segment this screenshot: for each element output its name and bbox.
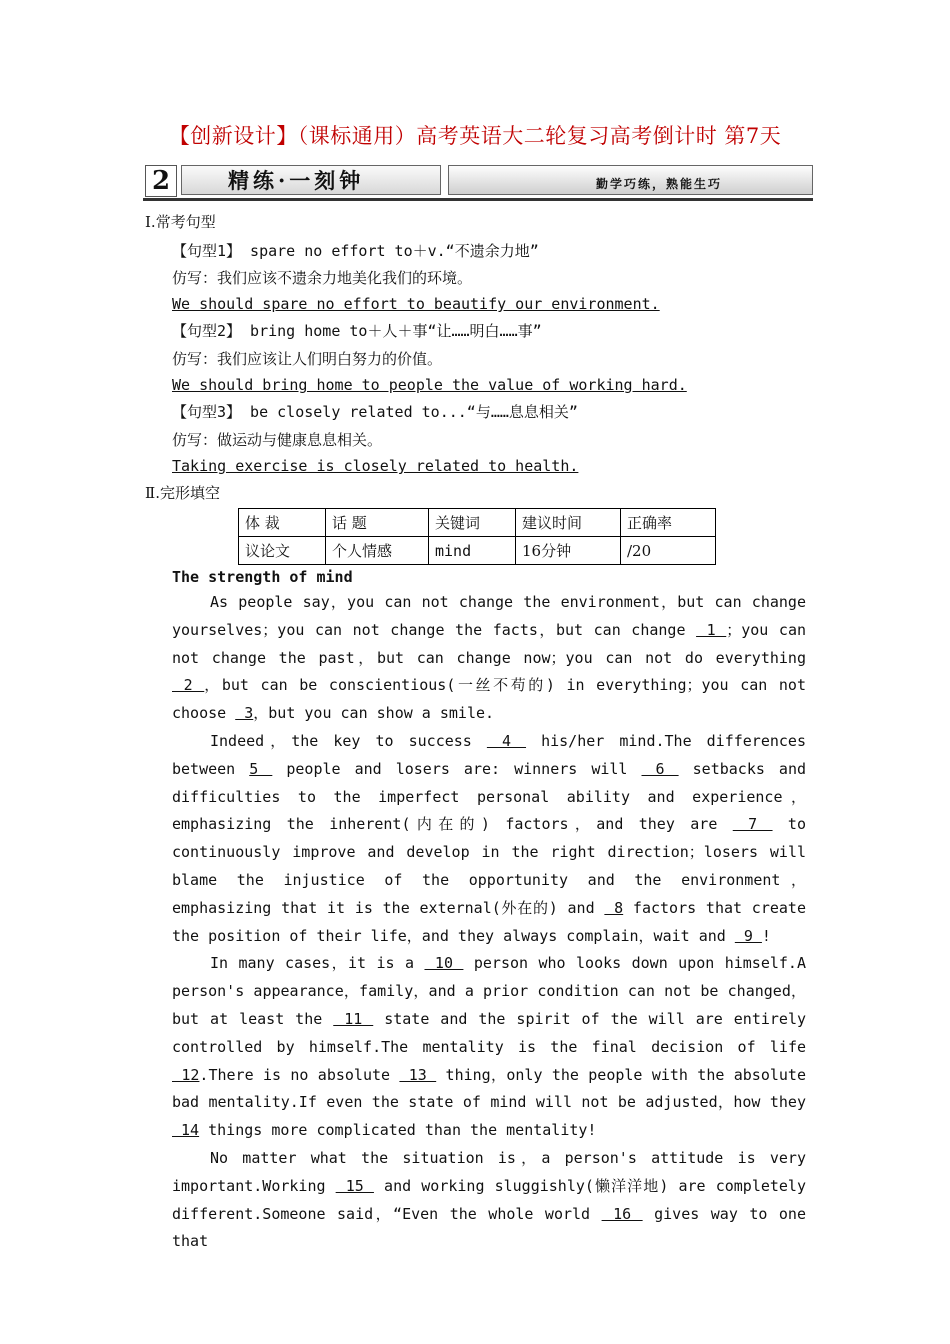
- table-cell: 议论文: [239, 537, 326, 565]
- blank-6[interactable]: 6: [641, 759, 679, 778]
- prompt-3: 仿写：做运动与健康息息相关。: [172, 431, 383, 449]
- blank-13[interactable]: 13: [399, 1065, 437, 1084]
- prompt-1: 仿写：我们应该不遗余力地美化我们的环境。: [172, 269, 473, 287]
- blank-10[interactable]: 10: [424, 954, 464, 973]
- pattern-1: 【句型1】 spare no effort to＋v.“不遗余力地”: [172, 242, 539, 260]
- banner-motto: 勤学巧练，熟能生巧: [448, 165, 813, 195]
- table-header-cell: 关键词: [429, 509, 516, 537]
- blank-16[interactable]: 16: [601, 1204, 643, 1223]
- blank-1[interactable]: 1: [696, 620, 727, 639]
- text-run: No matter what the situation is，a person's attitude is very important.Working: [172, 1148, 806, 1195]
- table-header-row: [239, 509, 716, 537]
- blank-11[interactable]: 11: [333, 1009, 374, 1028]
- table-cell: 个人情感: [326, 537, 429, 565]
- paragraph-1: [172, 589, 806, 728]
- section2-heading: Ⅱ.完形填空: [145, 484, 220, 502]
- text-run: ，but can be conscientious(一丝不苟的) in everything；you can not choose: [172, 676, 806, 723]
- blank-12[interactable]: 12: [172, 1065, 200, 1084]
- passage-title: The strength of mind: [172, 568, 353, 586]
- banner-rule: [143, 198, 813, 201]
- text-run: .There is no absolute: [199, 1065, 400, 1084]
- table-row: [239, 537, 716, 565]
- answer-2: We should bring home to people the value of working hard.: [172, 376, 687, 394]
- blank-3[interactable]: 3: [235, 704, 254, 723]
- paragraph-4: [172, 1145, 806, 1256]
- text-run: setbacks and difficulties to the imperfect personal ability and experience，emphasizing the inherent(内在的) factors，and they are: [172, 759, 807, 834]
- text-run: to continuously improve and develop in the right direction；losers will blame the injustice of the opportunity and the environment，emphasizing that it is the external(外在的) and: [172, 815, 806, 917]
- text-run: things more complicated than the mentality!: [199, 1121, 597, 1140]
- blank-9[interactable]: 9: [734, 926, 762, 945]
- section1-heading: Ⅰ.常考句型: [145, 213, 216, 231]
- text-run: people and losers are: winners will: [272, 759, 642, 778]
- table-cell: /20: [621, 537, 716, 565]
- text-run: factors that create the position of their life，and they always complain，wait and: [172, 898, 806, 945]
- blank-8[interactable]: 8: [604, 898, 624, 917]
- text-run: ，but you can show a smile.: [253, 704, 495, 723]
- answer-1: We should spare no effort to beautify our environment.: [172, 295, 660, 313]
- blank-5[interactable]: 5: [249, 759, 273, 778]
- banner-number: 2: [145, 165, 177, 197]
- text-run: and working sluggishly(懒洋洋地) are completely different.Someone said，“Even the whole world: [172, 1176, 806, 1223]
- blank-15[interactable]: 15: [335, 1176, 374, 1195]
- text-run: !: [761, 926, 771, 945]
- text-run: ；you can not change the past，but can change now；you can not do everything: [172, 620, 807, 667]
- table-header-cell: 话 题: [326, 509, 429, 537]
- text-run: state and the spirit of the will are entirely controlled by himself.The mentality is the final decision of life: [172, 1009, 807, 1056]
- text-run: In many cases，it is a: [210, 954, 425, 973]
- paragraph-2: [172, 728, 806, 950]
- page-title: 【创新设计】（课标通用）高考英语大二轮复习高考倒计时 第7天: [168, 124, 782, 148]
- prompt-2: 仿写：我们应该让人们明白努力的价值。: [172, 350, 443, 368]
- table-cell: mind: [429, 537, 516, 565]
- blank-4[interactable]: 4: [486, 731, 527, 750]
- blank-2[interactable]: 2: [172, 676, 205, 695]
- blank-7[interactable]: 7: [732, 815, 773, 834]
- text-run: his/her mind.The differences between: [172, 731, 806, 778]
- blank-14[interactable]: 14: [172, 1121, 200, 1140]
- passage-body: [172, 589, 806, 1256]
- table-header-cell: 正确率: [621, 509, 716, 537]
- pattern-2: 【句型2】 bring home to＋人＋事“让……明白……事”: [172, 322, 542, 340]
- text-run: Indeed，the key to success: [210, 731, 487, 750]
- text-run: person who looks down upon himself.A person's appearance，family，and a prior condition can not be changed，but at least the: [172, 954, 806, 1028]
- table-header-cell: 体 裁: [239, 509, 326, 537]
- text-run: As people say，you can not change the environment，but can change yourselves；you can not change the facts，but can change: [172, 593, 806, 639]
- table-cell: 16分钟: [516, 537, 621, 565]
- info-table: [238, 508, 716, 565]
- text-run: thing，only the people with the absolute bad mentality.If even the state of mind will not be adjusted，how they: [172, 1065, 806, 1112]
- text-run: gives way to one that: [172, 1204, 806, 1251]
- answer-3: Taking exercise is closely related to health.: [172, 457, 579, 475]
- paragraph-3: [172, 950, 806, 1145]
- banner-label: 精练·一刻钟: [181, 165, 441, 195]
- section-banner: [143, 163, 813, 199]
- table-header-cell: 建议时间: [516, 509, 621, 537]
- pattern-3: 【句型3】 be closely related to...“与……息息相关”: [172, 403, 578, 421]
